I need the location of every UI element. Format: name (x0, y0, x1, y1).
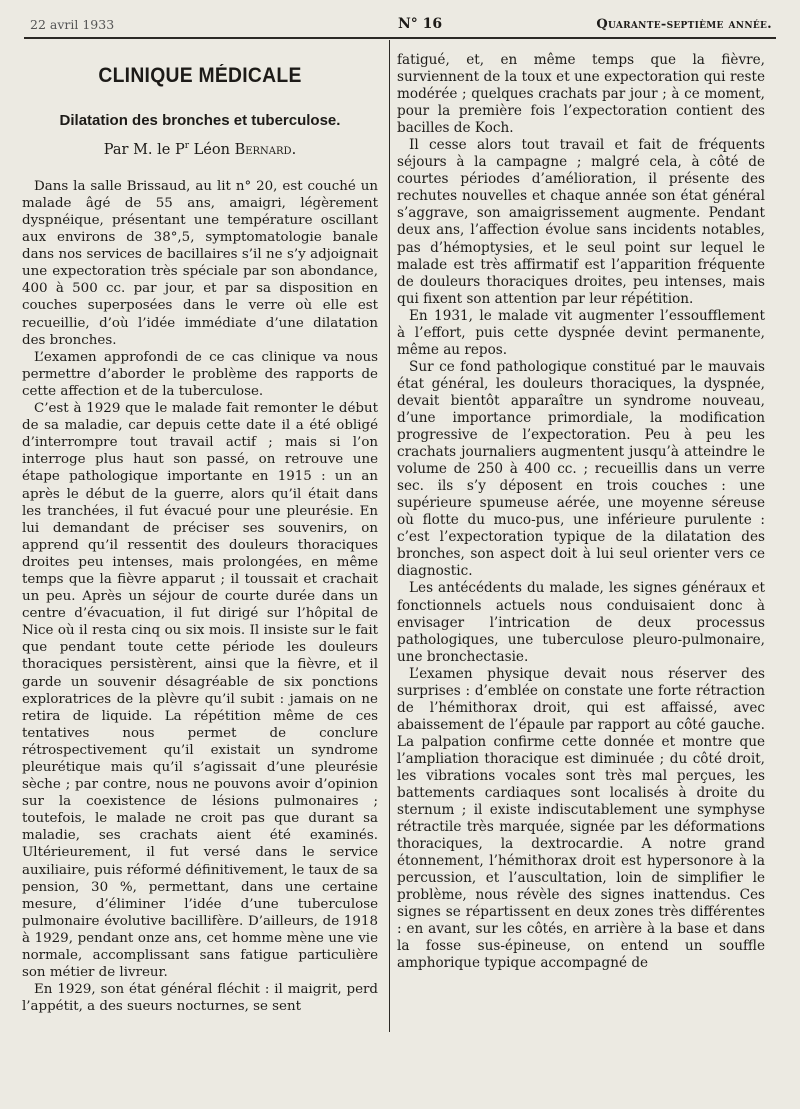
paragraph: Sur ce fond pathologique constitué par le mauvais état général, les douleurs thoraciques, la dyspnée, devait bientôt apparaître un syndrome nouveau, d’une importance primordiale, la modification progressive de l’expectoration. Peu à peu les crachats journaliers augmentent jusqu’à atteindre le volume de 250 à 400 cc. ; recueillis dans un verre sec. ils s’y déposent en trois couches : une supérieure spumeuse aérée, une moyenne séreuse où flotte du muco-pus, une inférieure purulente : c’est l’expectoration typique de la dilatation des bronches, son aspect doit à lui seul orienter vers ce diagnostic. (397, 358, 765, 580)
paragraph: C’est à 1929 que le malade fait remonter le début de sa maladie, car depuis cette date il a été obligé d’interrompre tout travail actif ; mais si l’on interroge plus haut son passé, on retrouve une étape pathologique importante en 1915 : un an après le début de la guerre, alors qu’il était dans les tranchées, il fut évacué pour une pleurésie. En lui demandant de préciser ses souvenirs, on apprend qu’il ressentit des douleurs thoraciques droites peu intenses, mais prolongées, en même temps que la fièvre apparut ; il toussait et crachait un peu. Après un séjour de courte durée dans un centre d’évacuation, il fut dirigé sur l’hôpital de Nice où il resta cinq ou six mois. Il insiste sur le fait que pendant toute cette période les douleurs thoraciques persistèrent, ainsi que la fièvre, et il garde un souvenir désagréable de six ponctions exploratrices de la plèvre qu’il subit : jamais on ne retira de liquide. La répétition même de ces tentatives nous permet de conclure rétrospectivement qu’il existait un syndrome pleurétique mais qu’il s’agissait d’une pleurésie sèche ; par contre, nous ne pouvons avoir d’opinion sur la coexistence de lésions pulmonaires ; toutefois, le malade ne croit pas que durant sa maladie, ses crachats aient été examinés. Ultérieurement, il fut versé dans le service auxiliaire, puis réformé définitivement, le taux de sa pension, 30 %, permettant, dans une certaine mesure, d’éliminer l’idée d’une tuberculose pulmonaire évolutive bacillifère. D’ailleurs, de 1918 à 1929, pendant onze ans, cet homme mène une vie normale, accomplissant sans fatigue particulière son métier de livreur. (22, 401, 378, 981)
paragraph: Les antécédents du malade, les signes généraux et fonctionnels actuels nous conduisaient donc à envisager l’intrication de deux processus pathologiques, une tuberculose pleuro-pulmonaire, une bronchectasie. (397, 580, 765, 665)
header-rule (24, 37, 776, 39)
paragraph: fatigué, et, en même temps que la fièvre, surviennent de la toux et une expectoration qui reste modérée ; quelques crachats par jour ; à ce moment, pour la première fois l’expectoration contient des bacilles de Koch. (397, 52, 765, 137)
paragraph: Dans la salle Brissaud, au lit n° 20, est couché un malade âgé de 55 ans, amaigri, légèrement dyspnéique, présentant une température oscillant aux environs de 38°,5, symptomatologie banale dans nos services de bacillaires s’il ne s’y adjoignait une expectoration très spéciale par son abondance, 400 à 500 cc. par jour, et par sa disposition en couches superposées dans le verre où elle est recueillie, d’où l’idée immédiate d’une dilatation des bronches. (22, 178, 378, 348)
paragraph: L’examen approfondi de ce cas clinique va nous permettre d’aborder le problème des rapports de cette affection et de la tuberculose. (22, 349, 378, 399)
running-head (30, 14, 772, 36)
byline-surname: Bernard. (234, 141, 297, 158)
paragraph: Il cesse alors tout travail et fait de fréquents séjours à la campagne ; malgré cela, à côté de courtes périodes d’amélioration, il présente des rechutes nouvelles et chaque année son état général s’aggrave, son amaigrissement augmente. Pendant deux ans, l’affection évolue sans incidents notables, pas d’hémoptysies, et le seul point sur lequel le malade est très affirmatif est l’apparition fréquente de douleurs thoraciques droites, peu intenses, mais qui fixent son attention par leur répétition. (397, 137, 765, 307)
issue-date: 22 avril 1933 (30, 17, 115, 32)
issue-number: N° 16 (398, 16, 443, 32)
section-title: CLINIQUE MÉDICALE (98, 64, 302, 87)
paragraph: En 1929, son état général fléchit : il maigrit, perd l’appétit, a des sueurs nocturnes, se sent (22, 982, 378, 1015)
byline-prefix: Par M. le P (103, 141, 185, 158)
left-column (22, 58, 378, 1015)
paragraph: L’examen physique devait nous réserver des surprises : d’emblée on constate une forte rétraction de l’hémithorax droit, qui est affaissé, avec abaissement de l’épaule par rapport au côté gauche. La palpation confirme cette donnée et montre que l’ampliation thoracique est diminuée ; du côté droit, les vibrations vocales sont très mal perçues, les battements cardiaques sont localisés à droite du sternum ; il existe indiscutablement une symphyse rétractile très marquée, signée par les déformations thoraciques, la dextrocardie. A notre grand étonnement, l’hémithorax droit est hypersonore à la percussion, et l’auscultation, loin de simplifier le problème, nous révèle des signes inattendus. Ces signes se répartissent en deux zones très différentes : en avant, sur les côtés, en arrière à la base et dans la fosse sus-épineuse, on entend un souffle amphorique typique accompagné de (397, 665, 765, 972)
byline-sup: r (184, 141, 190, 151)
right-column (397, 52, 765, 973)
byline-first-name: Léon (189, 141, 235, 158)
byline (22, 141, 378, 158)
article-title: Dilatation des bronches et tuberculose. (59, 112, 341, 129)
paragraph: En 1931, le malade vit augmenter l’essoufflement à l’effort, puis cette dyspnée devint permanente, même au repos. (397, 307, 765, 358)
column-rule (389, 40, 390, 1032)
publication-year: Quarante-septième année. (596, 17, 772, 32)
